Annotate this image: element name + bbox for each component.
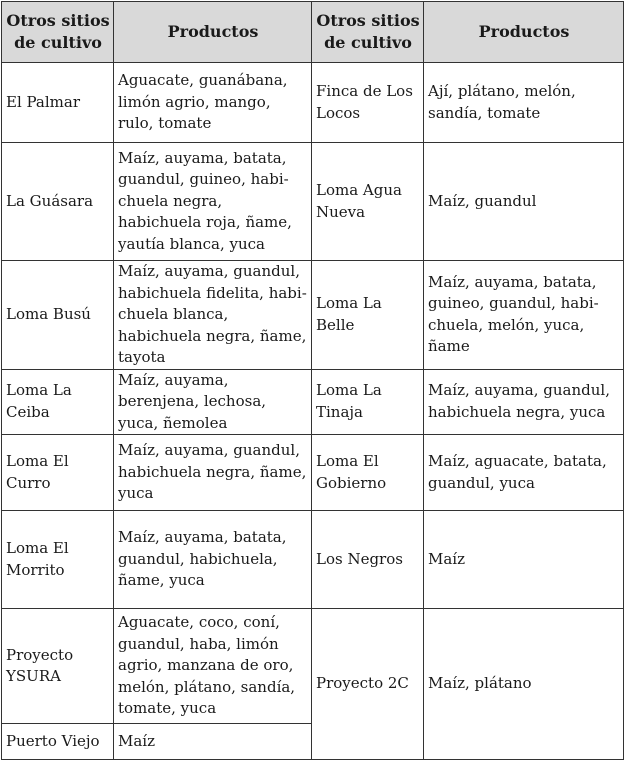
site-cell: Loma El Curro <box>2 435 114 511</box>
table-row <box>2 143 624 261</box>
products-cell: Maíz, auyama, batata, guineo, guandul, habi-chuela, melón, yuca, ñame <box>424 261 624 370</box>
site-cell: El Palmar <box>2 63 114 143</box>
products-cell: Maíz, plátano <box>424 609 624 760</box>
products-cell: Maíz <box>114 724 312 760</box>
table-row <box>2 63 624 143</box>
products-cell: Maíz, auyama, berenjena, lechosa, yuca, ñemolea <box>114 369 312 435</box>
products-cell: Maíz, auyama, batata, guandul, guineo, habi-chuela negra, habichuela roja, ñame, yautía blanca, yuca <box>114 143 312 261</box>
site-cell: Finca de Los Locos <box>312 63 424 143</box>
site-cell: Loma Busú <box>2 261 114 370</box>
table-row <box>2 609 624 724</box>
table-header-row <box>2 2 624 63</box>
site-cell: Puerto Viejo <box>2 724 114 760</box>
products-cell: Maíz, auyama, guandul, habichuela fidelita, habi-chuela blanca, habichuela negra, ñame, tayota <box>114 261 312 370</box>
site-cell: Proyecto 2C <box>312 609 424 760</box>
site-cell: Loma La Ceiba <box>2 369 114 435</box>
products-cell: Maíz <box>424 511 624 609</box>
table-row <box>2 369 624 435</box>
header-site-left: Otros sitios de cultivo <box>2 2 114 63</box>
site-cell: Loma El Gobierno <box>312 435 424 511</box>
site-cell: Loma La Tinaja <box>312 369 424 435</box>
crop-sites-table <box>1 1 624 760</box>
site-cell: Loma El Morrito <box>2 511 114 609</box>
table-row <box>2 435 624 511</box>
products-cell: Maíz, auyama, batata, guandul, habichuela, ñame, yuca <box>114 511 312 609</box>
site-cell: La Guásara <box>2 143 114 261</box>
products-cell: Aguacate, coco, coní, guandul, haba, limón agrio, manzana de oro, melón, plátano, sandía, tomate, yuca <box>114 609 312 724</box>
site-cell: Proyecto YSURA <box>2 609 114 724</box>
site-cell: Loma La Belle <box>312 261 424 370</box>
products-cell: Aguacate, guanábana, limón agrio, mango, rulo, tomate <box>114 63 312 143</box>
products-cell: Maíz, aguacate, batata, guandul, yuca <box>424 435 624 511</box>
site-cell: Los Negros <box>312 511 424 609</box>
site-cell: Loma Agua Nueva <box>312 143 424 261</box>
table-row <box>2 511 624 609</box>
products-cell: Maíz, guandul <box>424 143 624 261</box>
header-site-right: Otros sitios de cultivo <box>312 2 424 63</box>
header-products-right: Productos <box>424 2 624 63</box>
header-products-left: Productos <box>114 2 312 63</box>
products-cell: Maíz, auyama, guandul, habichuela negra, yuca <box>424 369 624 435</box>
products-cell: Maíz, auyama, guandul, habichuela negra, ñame, yuca <box>114 435 312 511</box>
table-row <box>2 261 624 370</box>
products-cell: Ají, plátano, melón, sandía, tomate <box>424 63 624 143</box>
